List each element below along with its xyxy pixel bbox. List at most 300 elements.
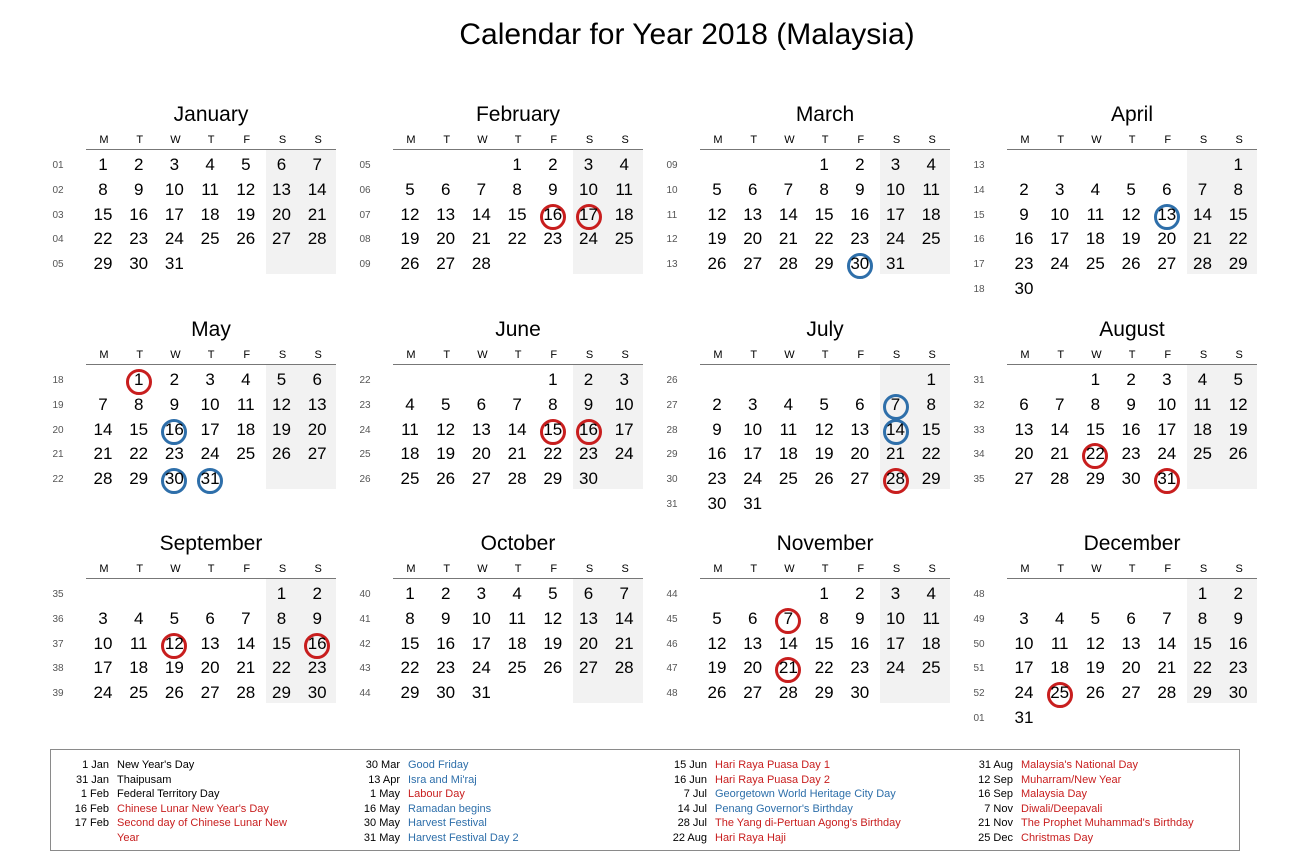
holiday-date: 12 Sep [978, 773, 1013, 786]
day-cell: 24 [579, 229, 598, 249]
day-cell: 14 [1050, 419, 1070, 439]
day-cell: 13 [436, 204, 456, 224]
holiday-date: 1 May [370, 788, 400, 801]
day-cell: 2 [583, 370, 594, 389]
week-number: 34 [973, 449, 985, 461]
holiday-date: 30 Mar [365, 759, 400, 771]
day-cell: 24 [200, 444, 220, 464]
holiday-name: Hari Raya Haji [715, 831, 786, 844]
day-cell: 27 [743, 683, 763, 703]
day-cell: 19 [272, 419, 291, 439]
week-number: 03 [52, 209, 64, 221]
day-cell: 27 [471, 469, 491, 489]
holiday-name: Harvest Festival [408, 817, 487, 830]
day-cell: 11 [615, 179, 634, 199]
day-cell: 5 [819, 394, 829, 414]
week-number: 11 [666, 209, 678, 221]
week-number: 48 [666, 688, 678, 700]
day-cell: 15 [507, 204, 527, 224]
day-cell: 26 [707, 254, 727, 274]
day-cell: 29 [129, 469, 149, 489]
day-cell: 1 [548, 370, 558, 389]
day-cell: 25 [921, 658, 941, 678]
month-name: November [776, 532, 874, 555]
weekday-header: T [136, 563, 144, 575]
day-cell: 21 [307, 204, 327, 224]
day-cell: 22 [400, 658, 420, 678]
weekday-header: T [1057, 134, 1065, 146]
weekday-header: S [278, 134, 287, 146]
holiday-name: Malaysia's National Day [1021, 759, 1139, 771]
month-name: September [159, 532, 263, 555]
day-cell: 28 [236, 683, 256, 703]
day-cell: 12 [436, 419, 456, 439]
week-number: 01 [52, 160, 64, 171]
day-cell: 19 [164, 658, 184, 678]
week-number: 45 [666, 613, 678, 625]
day-cell: 31 [200, 469, 220, 489]
day-cell: 3 [169, 155, 180, 174]
week-number: 51 [973, 663, 985, 675]
header-divider [700, 149, 950, 150]
week-number: 26 [666, 375, 678, 386]
holiday-date: 16 Feb [74, 802, 109, 815]
day-cell: 5 [276, 370, 287, 389]
day-cell: 8 [1197, 608, 1208, 628]
day-cell: 22 [1193, 658, 1212, 678]
day-cell: 24 [164, 229, 184, 249]
weekday-header: T [443, 134, 451, 146]
day-cell: 30 [1228, 683, 1248, 703]
weekday-header: F [1164, 349, 1172, 361]
day-cell: 19 [1085, 658, 1105, 678]
day-cell: 18 [236, 419, 256, 439]
holiday-name: Hari Raya Puasa Day 1 [715, 759, 830, 771]
day-cell: 10 [579, 179, 598, 199]
week-number: 27 [666, 399, 678, 411]
weekday-header: M [99, 349, 109, 361]
day-cell: 29 [814, 254, 834, 274]
day-cell: 10 [1014, 633, 1034, 653]
day-cell: 21 [614, 633, 634, 653]
day-cell: 23 [579, 444, 598, 464]
day-cell: 19 [543, 633, 563, 653]
day-cell: 19 [1121, 229, 1141, 249]
day-cell: 25 [1085, 254, 1105, 274]
day-cell: 29 [814, 683, 834, 703]
header-divider [393, 149, 643, 150]
day-cell: 3 [1162, 370, 1172, 389]
weekday-header: T [750, 563, 758, 575]
day-cell: 31 [471, 683, 491, 703]
day-cell: 29 [543, 469, 563, 489]
day-cell: 9 [1126, 394, 1136, 414]
day-cell: 10 [1157, 394, 1177, 414]
day-cell: 4 [926, 155, 936, 174]
weekday-header: M [99, 134, 109, 146]
day-cell: 19 [707, 658, 727, 678]
week-number: 20 [52, 424, 64, 436]
day-cell: 4 [783, 394, 794, 414]
day-cell: 30 [850, 254, 870, 274]
weekday-header: S [314, 349, 322, 361]
week-number: 23 [359, 399, 371, 411]
day-cell: 26 [1121, 254, 1141, 274]
day-cell: 4 [512, 584, 522, 603]
weekday-header: W [477, 349, 488, 361]
weekday-header: W [170, 134, 181, 146]
week-number: 29 [666, 449, 678, 461]
day-cell: 26 [707, 683, 727, 703]
weekday-header: S [892, 134, 901, 146]
header-divider [393, 364, 643, 365]
day-cell: 18 [1193, 419, 1212, 439]
holiday-date: 25 Dec [978, 831, 1013, 844]
day-cell: 5 [405, 179, 415, 199]
day-cell: 22 [93, 229, 113, 249]
day-cell: 12 [1085, 633, 1105, 653]
day-cell: 27 [579, 658, 598, 678]
day-cell: 12 [707, 204, 727, 224]
day-cell: 2 [1019, 179, 1029, 199]
day-cell: 30 [1014, 279, 1034, 298]
day-cell: 22 [814, 229, 834, 249]
weekday-header: F [550, 563, 558, 575]
day-cell: 13 [1157, 204, 1177, 224]
day-cell: 1 [133, 370, 144, 389]
week-number: 47 [666, 663, 678, 675]
day-cell: 16 [579, 419, 598, 439]
holiday-date: 17 Feb [74, 817, 109, 830]
day-cell: 28 [778, 683, 798, 703]
day-cell: 16 [1228, 633, 1248, 653]
weekday-header: T [207, 134, 215, 146]
day-cell: 23 [436, 658, 456, 678]
weekday-header: T [750, 134, 758, 146]
day-cell: 27 [272, 229, 291, 249]
day-cell: 8 [1233, 179, 1243, 199]
day-cell: 12 [164, 633, 184, 653]
holiday-name: Diwali/Deepavali [1021, 802, 1103, 815]
holiday-name: Hari Raya Puasa Day 2 [715, 773, 830, 786]
day-cell: 20 [272, 204, 291, 224]
weekday-header: M [713, 349, 723, 361]
weekday-header: T [750, 349, 758, 361]
day-cell: 26 [272, 444, 291, 464]
day-cell: 31 [164, 254, 184, 274]
day-cell: 24 [471, 658, 491, 678]
month-name: June [495, 318, 541, 341]
weekday-header: M [713, 563, 723, 575]
day-cell: 30 [1121, 469, 1141, 489]
day-cell: 21 [1050, 444, 1070, 464]
holiday-date: 7 Nov [984, 802, 1013, 815]
week-number: 43 [359, 663, 371, 675]
day-cell: 24 [743, 469, 763, 489]
weekday-header: M [713, 134, 723, 146]
day-cell: 12 [1228, 394, 1248, 414]
day-cell: 8 [405, 608, 415, 628]
day-cell: 25 [921, 229, 941, 249]
day-cell: 8 [512, 179, 522, 199]
day-cell: 10 [1050, 204, 1070, 224]
day-cell: 6 [276, 155, 287, 174]
day-cell: 19 [400, 229, 420, 249]
week-number: 17 [973, 259, 985, 271]
day-cell: 12 [707, 633, 727, 653]
day-cell: 21 [93, 444, 113, 464]
day-cell: 17 [886, 204, 905, 224]
day-cell: 10 [614, 394, 634, 414]
weekday-header: W [170, 349, 181, 361]
day-cell: 13 [850, 419, 870, 439]
day-cell: 4 [619, 155, 629, 174]
day-cell: 9 [440, 608, 451, 628]
week-number: 35 [52, 589, 64, 600]
day-cell: 17 [471, 633, 491, 653]
month-name: October [480, 532, 556, 555]
day-cell: 5 [548, 584, 558, 603]
holiday-name: Federal Territory Day [117, 788, 220, 801]
week-number: 07 [359, 209, 371, 221]
day-cell: 28 [93, 469, 113, 489]
day-cell: 22 [543, 444, 563, 464]
weekday-header: W [1091, 349, 1102, 361]
week-number: 21 [52, 449, 64, 461]
day-cell: 2 [312, 584, 322, 603]
day-cell: 23 [850, 658, 870, 678]
day-cell: 14 [1193, 204, 1212, 224]
day-cell: 22 [814, 658, 834, 678]
day-cell: 29 [1193, 683, 1212, 703]
week-number: 52 [973, 688, 985, 700]
weekday-header: S [1199, 349, 1208, 361]
day-cell: 24 [1157, 444, 1177, 464]
day-cell: 23 [850, 229, 870, 249]
weekday-header: T [136, 349, 144, 361]
day-cell: 15 [93, 204, 113, 224]
day-cell: 18 [921, 204, 941, 224]
day-cell: 22 [1228, 229, 1248, 249]
day-cell: 11 [201, 179, 219, 199]
day-cell: 28 [886, 469, 905, 489]
weekday-header: T [514, 134, 522, 146]
day-cell: 3 [747, 394, 758, 414]
day-cell: 11 [508, 608, 526, 628]
day-cell: 15 [814, 633, 834, 653]
header-divider [1007, 578, 1257, 579]
day-cell: 4 [205, 155, 215, 174]
week-number: 33 [973, 424, 985, 436]
day-cell: 20 [743, 229, 763, 249]
week-number: 38 [52, 663, 64, 675]
day-cell: 12 [272, 394, 291, 414]
day-cell: 14 [1157, 633, 1177, 653]
day-cell: 9 [855, 179, 865, 199]
week-number: 35 [973, 474, 985, 486]
week-number: 30 [666, 474, 678, 486]
day-cell: 14 [307, 179, 327, 199]
holiday-name: Penang Governor's Birthday [715, 802, 853, 815]
day-cell: 27 [1121, 683, 1141, 703]
holiday-date: 28 Jul [677, 817, 707, 830]
day-cell: 5 [1126, 179, 1136, 199]
weekday-header: T [207, 349, 215, 361]
week-number: 09 [666, 160, 678, 171]
day-cell: 3 [619, 370, 629, 389]
day-cell: 4 [1197, 370, 1208, 389]
header-divider [86, 578, 336, 579]
day-cell: 9 [169, 394, 180, 414]
day-cell: 15 [1085, 419, 1105, 439]
day-cell: 28 [1157, 683, 1177, 703]
day-cell: 4 [241, 370, 251, 389]
day-cell: 4 [926, 584, 936, 603]
weekday-header: T [1128, 349, 1136, 361]
day-cell: 5 [712, 179, 722, 199]
weekday-header: W [170, 563, 181, 575]
day-cell: 26 [400, 254, 420, 274]
day-cell: 14 [886, 419, 905, 439]
holiday-name: Christmas Day [1021, 831, 1094, 844]
week-number: 31 [666, 499, 678, 510]
weekday-header: T [821, 349, 829, 361]
header-divider [1007, 149, 1257, 150]
weekday-header: S [928, 563, 936, 575]
day-cell: 9 [133, 179, 144, 199]
week-number: 44 [666, 589, 678, 600]
day-cell: 7 [1054, 394, 1065, 414]
day-cell: 19 [707, 229, 727, 249]
day-cell: 24 [93, 683, 113, 703]
day-cell: 14 [778, 204, 798, 224]
holiday-date: 1 Jan [82, 759, 109, 771]
day-cell: 5 [712, 608, 722, 628]
day-cell: 24 [1014, 683, 1034, 703]
day-cell: 31 [1157, 469, 1177, 489]
day-cell: 29 [1228, 254, 1248, 274]
month-name: January [173, 103, 249, 126]
holiday-name: The Yang di-Pertuan Agong's Birthday [715, 817, 901, 830]
day-cell: 21 [471, 229, 491, 249]
day-cell: 16 [850, 204, 870, 224]
day-cell: 20 [743, 658, 763, 678]
day-cell: 1 [276, 584, 287, 603]
day-cell: 23 [543, 229, 563, 249]
header-divider [86, 149, 336, 150]
day-cell: 15 [400, 633, 420, 653]
day-cell: 6 [1162, 179, 1172, 199]
day-cell: 10 [886, 179, 905, 199]
day-cell: 17 [164, 204, 184, 224]
holiday-date: 16 May [363, 802, 400, 815]
day-cell: 12 [814, 419, 834, 439]
day-cell: 28 [471, 254, 491, 274]
day-cell: 30 [850, 683, 870, 703]
day-cell: 8 [819, 179, 829, 199]
weekday-header: S [314, 134, 322, 146]
day-cell: 14 [507, 419, 527, 439]
day-cell: 5 [241, 155, 251, 174]
day-cell: 1 [1233, 155, 1243, 174]
weekday-header: S [278, 563, 287, 575]
day-cell: 6 [855, 394, 865, 414]
day-cell: 2 [133, 155, 144, 174]
day-cell: 18 [1050, 658, 1070, 678]
day-cell: 10 [200, 394, 220, 414]
day-cell: 9 [712, 419, 722, 439]
weekday-header: S [1199, 134, 1208, 146]
day-cell: 18 [778, 444, 798, 464]
weekday-header: S [621, 563, 629, 575]
day-cell: 28 [778, 254, 798, 274]
day-cell: 22 [129, 444, 149, 464]
weekday-header: S [585, 134, 594, 146]
day-cell: 12 [236, 179, 256, 199]
holiday-date: 13 Apr [368, 773, 400, 786]
day-cell: 7 [241, 608, 251, 628]
week-number: 49 [973, 613, 985, 625]
holiday-date: 7 Jul [683, 788, 707, 801]
holiday-date: 15 Jun [673, 759, 707, 771]
weekday-header: F [550, 349, 558, 361]
weekday-header: M [1020, 134, 1030, 146]
day-cell: 29 [272, 683, 291, 703]
day-cell: 8 [1090, 394, 1101, 414]
weekday-header: S [1235, 563, 1243, 575]
day-cell: 15 [814, 204, 834, 224]
day-cell: 6 [205, 608, 215, 628]
weekday-header: T [1057, 349, 1065, 361]
holiday-legend [50, 749, 1240, 851]
weekday-header: W [477, 563, 488, 575]
day-cell: 26 [1085, 683, 1105, 703]
day-cell: 8 [819, 608, 829, 628]
holiday-date: 14 Jul [677, 802, 707, 815]
weekday-header: S [1235, 349, 1243, 361]
day-cell: 30 [436, 683, 456, 703]
header-divider [1007, 364, 1257, 365]
day-cell: 7 [783, 608, 794, 628]
week-number: 01 [973, 713, 985, 724]
day-cell: 16 [707, 444, 727, 464]
day-cell: 5 [169, 608, 180, 628]
weekday-header: M [406, 349, 416, 361]
day-cell: 24 [886, 658, 905, 678]
holiday-name: Second day of Chinese Lunar New Year [117, 817, 287, 844]
week-number: 41 [359, 613, 371, 625]
day-cell: 7 [619, 584, 629, 603]
day-cell: 28 [1050, 469, 1070, 489]
day-cell: 23 [1014, 254, 1034, 274]
day-cell: 2 [1126, 370, 1136, 389]
holiday-date: 1 Feb [80, 788, 109, 801]
day-cell: 17 [886, 633, 905, 653]
day-cell: 6 [747, 608, 758, 628]
day-cell: 13 [1014, 419, 1034, 439]
day-cell: 16 [850, 633, 870, 653]
day-cell: 2 [1233, 584, 1243, 603]
holiday-date: 16 Jun [673, 773, 707, 786]
day-cell: 3 [583, 155, 594, 174]
day-cell: 28 [507, 469, 527, 489]
day-cell: 26 [1228, 444, 1248, 464]
day-cell: 6 [1019, 394, 1029, 414]
day-cell: 13 [1121, 633, 1141, 653]
day-cell: 25 [129, 683, 149, 703]
day-cell: 30 [129, 254, 149, 274]
day-cell: 23 [307, 658, 327, 678]
